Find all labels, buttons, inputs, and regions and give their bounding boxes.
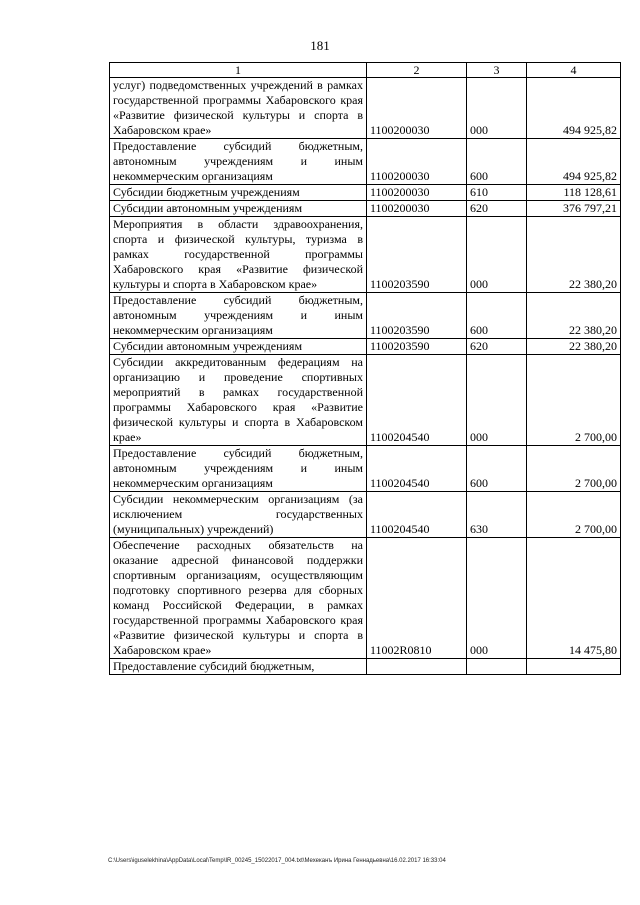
row-code-cell: 1100204540 xyxy=(367,446,467,492)
table-row xyxy=(110,185,621,201)
table-row xyxy=(110,538,621,659)
row-expense-type-cell: 630 xyxy=(467,492,527,538)
row-code-cell: 1100203590 xyxy=(367,339,467,355)
row-name-cell: Предоставление субсидий бюджетным, автономным учреждениям и иным некоммерческим организациям xyxy=(110,293,367,339)
row-amount-cell: 376 797,21 xyxy=(527,201,621,217)
row-code-cell: 1100200030 xyxy=(367,139,467,185)
table-body xyxy=(110,78,621,675)
table-row xyxy=(110,293,621,339)
row-amount-cell: 118 128,61 xyxy=(527,185,621,201)
row-name-cell: Мероприятия в области здравоохранения, спорта и физической культуры, туризма в рамках государственной программы Хабаровского края «Развитие физической культуры и спорта в Хабаровском крае» xyxy=(110,217,367,293)
budget-table xyxy=(109,62,621,675)
row-code-cell: 1100200030 xyxy=(367,185,467,201)
row-amount-cell: 494 925,82 xyxy=(527,139,621,185)
row-expense-type-cell: 000 xyxy=(467,538,527,659)
table-row xyxy=(110,446,621,492)
row-code-cell: 1100200030 xyxy=(367,78,467,139)
row-code-cell: 1100200030 xyxy=(367,201,467,217)
row-name-cell: Предоставление субсидий бюджетным, автономным учреждениям и иным некоммерческим организациям xyxy=(110,139,367,185)
row-expense-type-cell: 600 xyxy=(467,446,527,492)
row-amount-cell: 2 700,00 xyxy=(527,446,621,492)
row-expense-type-cell: 000 xyxy=(467,217,527,293)
row-expense-type-cell: 600 xyxy=(467,293,527,339)
row-expense-type-cell: 000 xyxy=(467,355,527,446)
table-row xyxy=(110,355,621,446)
column-header-1: 1 xyxy=(110,63,367,78)
column-header-3: 3 xyxy=(467,63,527,78)
page-number: 181 xyxy=(310,38,330,53)
row-amount-cell: 14 475,80 xyxy=(527,538,621,659)
row-expense-type-cell xyxy=(467,659,527,675)
row-name-cell: Предоставление субсидий бюджетным, автономным учреждениям и иным некоммерческим организациям xyxy=(110,446,367,492)
table-row xyxy=(110,139,621,185)
table-row xyxy=(110,217,621,293)
row-amount-cell: 22 380,20 xyxy=(527,217,621,293)
row-name-cell: Субсидии автономным учреждениям xyxy=(110,201,367,217)
row-expense-type-cell: 620 xyxy=(467,201,527,217)
row-amount-cell: 494 925,82 xyxy=(527,78,621,139)
table-row xyxy=(110,659,621,675)
table-row xyxy=(110,78,621,139)
row-amount-cell: 2 700,00 xyxy=(527,355,621,446)
row-code-cell: 1100203590 xyxy=(367,293,467,339)
row-name-cell: Субсидии автономным учреждениям xyxy=(110,339,367,355)
row-code-cell xyxy=(367,659,467,675)
file-path-footer: C:\Users\iguselekhina\AppData\Local\Temp\IR_00245_15022017_004.txt\Мехеканъ Ирина Геннадьевна\16.02.2017 16:33:04 xyxy=(108,858,446,864)
row-code-cell: 11002R0810 xyxy=(367,538,467,659)
row-expense-type-cell: 620 xyxy=(467,339,527,355)
row-expense-type-cell: 600 xyxy=(467,139,527,185)
row-expense-type-cell: 000 xyxy=(467,78,527,139)
row-name-cell: Субсидии некоммерческим организациям (за исключением государственных (муниципальных) учреждений) xyxy=(110,492,367,538)
table-row xyxy=(110,201,621,217)
table-row xyxy=(110,492,621,538)
row-name-cell: Субсидии аккредитованным федерациям на организацию и проведение спортивных мероприятий в рамках государственной программы Хабаровского края «Развитие физической культуры и спорта в Хабаровском крае» xyxy=(110,355,367,446)
row-code-cell: 1100204540 xyxy=(367,355,467,446)
row-name-cell: Субсидии бюджетным учреждениям xyxy=(110,185,367,201)
row-name-cell: услуг) подведомственных учреждений в рамках государственной программы Хабаровского края «Развитие физической культуры и спорта в Хабаровском крае» xyxy=(110,78,367,139)
table-header-row xyxy=(110,63,621,78)
row-amount-cell: 22 380,20 xyxy=(527,293,621,339)
row-code-cell: 1100204540 xyxy=(367,492,467,538)
column-header-4: 4 xyxy=(527,63,621,78)
row-name-cell: Предоставление субсидий бюджетным, xyxy=(110,659,367,675)
row-amount-cell xyxy=(527,659,621,675)
row-expense-type-cell: 610 xyxy=(467,185,527,201)
row-amount-cell: 22 380,20 xyxy=(527,339,621,355)
column-header-2: 2 xyxy=(367,63,467,78)
row-amount-cell: 2 700,00 xyxy=(527,492,621,538)
row-name-cell: Обеспечение расходных обязательств на оказание адресной финансовой поддержки спортивным организациям, осуществляющим подготовку спортивного резерва для сборных команд Российской Федерации, в рамках государственной программы Хабаровского края «Развитие физической культуры и спорта в Хабаровском крае» xyxy=(110,538,367,659)
row-code-cell: 1100203590 xyxy=(367,217,467,293)
table-row xyxy=(110,339,621,355)
